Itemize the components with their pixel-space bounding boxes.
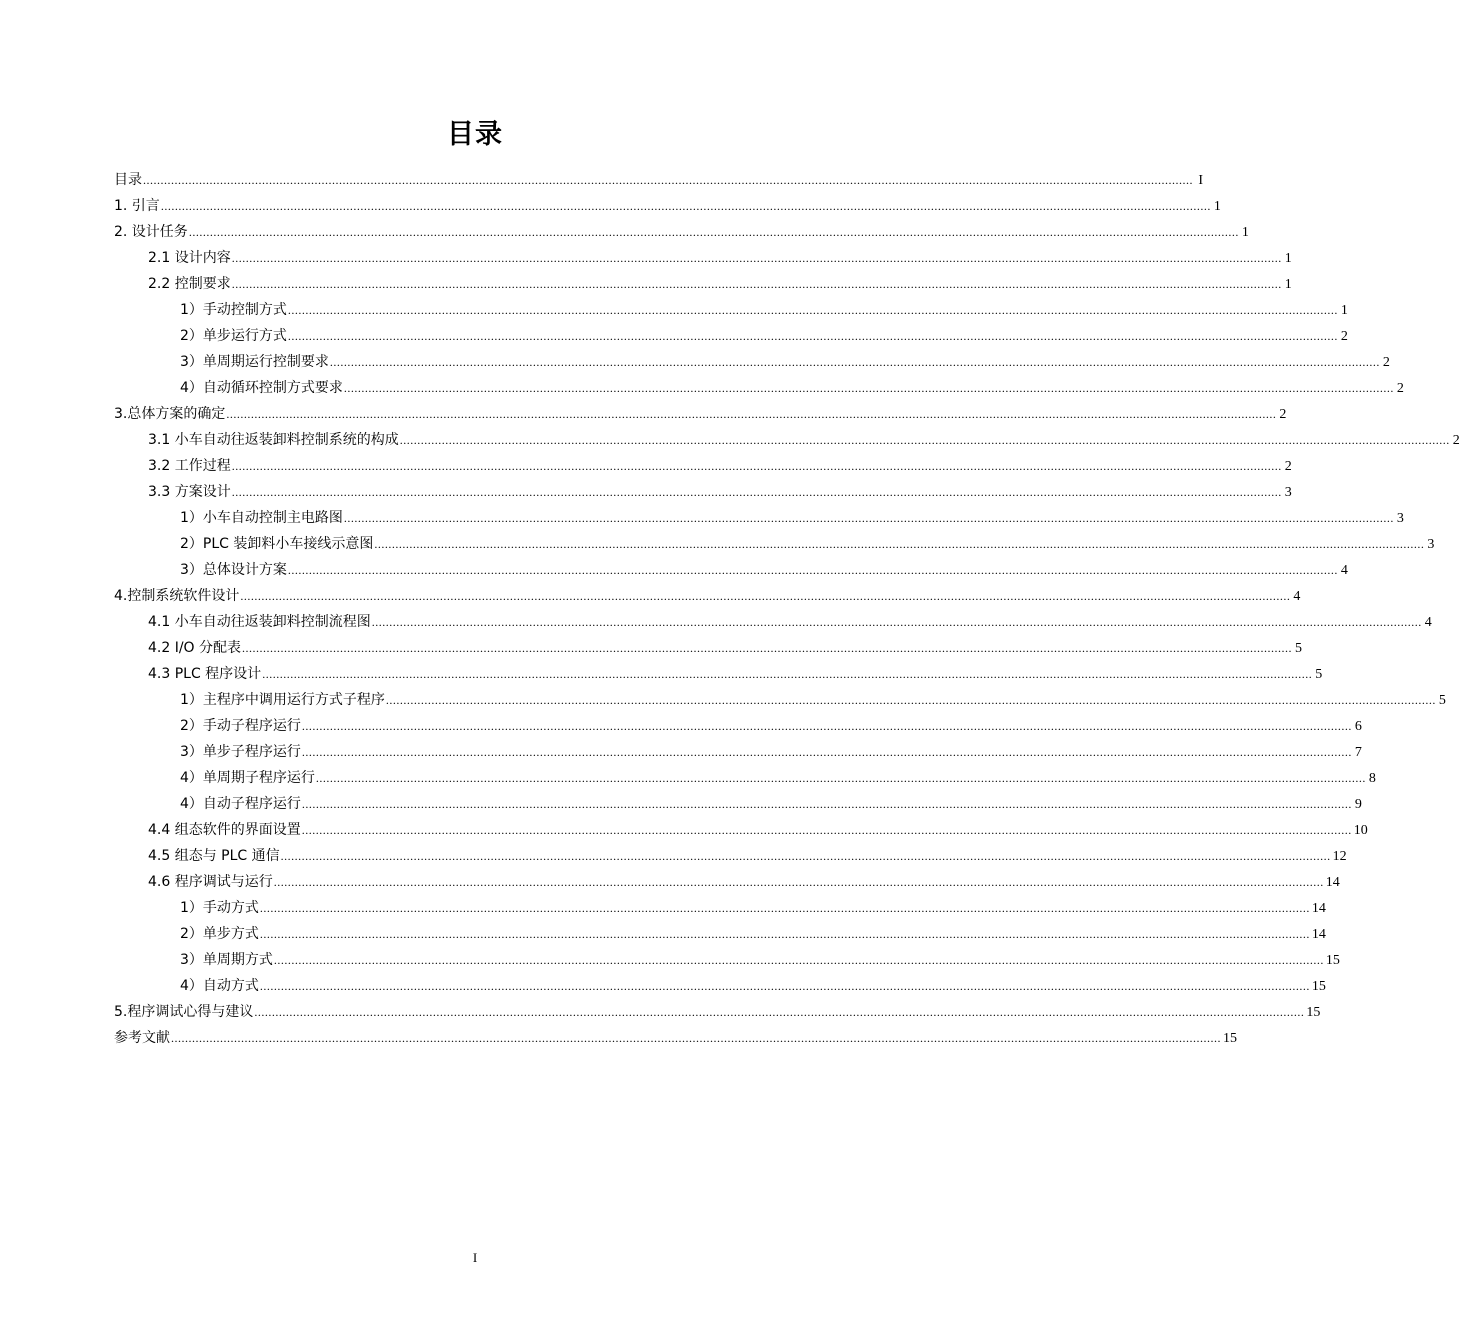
toc-dot-leader: ............................................................................................................................................................................................................................................................................................................ — [329, 355, 1380, 369]
toc-entry-label: 2. 设计任务 — [114, 224, 188, 240]
toc-entry[interactable] — [114, 1025, 1237, 1051]
toc-dot-leader: ............................................................................................................................................................................................................................................................................................................ — [287, 329, 1338, 343]
toc-entry-label: 2）单步方式 — [180, 926, 259, 942]
toc-entry[interactable] — [114, 791, 1362, 817]
toc-dot-leader: ............................................................................................................................................................................................................................................................................................................ — [226, 407, 1277, 421]
toc-entry[interactable] — [114, 687, 1446, 713]
toc-dot-leader: ............................................................................................................................................................................................................................................................................................................ — [273, 953, 1324, 967]
toc-dot-leader: ............................................................................................................................................................................................................................................................................................................ — [231, 277, 1282, 291]
toc-entry[interactable] — [114, 661, 1323, 687]
toc-entry[interactable] — [114, 271, 1292, 297]
toc-dot-leader: ............................................................................................................................................................................................................................................................................................................ — [259, 901, 1310, 915]
toc-entry-page: 15 — [1223, 1031, 1237, 1046]
toc-dot-leader: ............................................................................................................................................................................................................................................................................................................ — [301, 797, 1352, 811]
toc-dot-leader: ............................................................................................................................................................................................................................................................................................................ — [188, 225, 1239, 239]
toc-entry-label: 3.3 方案设计 — [148, 484, 231, 500]
toc-entry-label: 2.1 设计内容 — [148, 250, 231, 266]
toc-entry[interactable] — [114, 167, 1203, 193]
toc-entry-page: 4 — [1293, 589, 1301, 604]
toc-entry-label: 3）单周期运行控制要求 — [180, 354, 329, 370]
toc-entry[interactable] — [114, 817, 1368, 843]
toc-entry-label: 3）单步子程序运行 — [180, 744, 301, 760]
toc-entry-page: 15 — [1325, 953, 1340, 968]
toc-entry-page: 2 — [1382, 355, 1390, 370]
toc-entry-label: 2）PLC 装卸料小车接线示意图 — [180, 536, 374, 552]
toc-dot-leader: ............................................................................................................................................................................................................................................................................................................ — [343, 511, 1394, 525]
toc-entry[interactable] — [114, 609, 1432, 635]
toc-dot-leader: ............................................................................................................................................................................................................................................................................................................ — [143, 173, 1193, 187]
toc-entry[interactable] — [114, 895, 1326, 921]
toc-entry[interactable] — [114, 505, 1404, 531]
toc-entry[interactable] — [114, 427, 1460, 453]
toc-entry[interactable] — [114, 323, 1348, 349]
toc-entry-label: 4）单周期子程序运行 — [180, 770, 315, 786]
toc-entry-page: 2 — [1452, 433, 1460, 448]
toc-entry[interactable] — [114, 297, 1348, 323]
toc-entry-page: 10 — [1353, 823, 1368, 838]
toc-entry[interactable] — [114, 245, 1292, 271]
toc-entry[interactable] — [114, 219, 1249, 245]
toc-dot-leader: ............................................................................................................................................................................................................................................................................................................ — [231, 485, 1282, 499]
toc-entry-label: 2）单步运行方式 — [180, 328, 287, 344]
toc-entry[interactable] — [114, 479, 1292, 505]
toc-entry[interactable] — [114, 531, 1435, 557]
toc-entry-page: 2 — [1340, 329, 1348, 344]
toc-entry-page: 1 — [1241, 225, 1249, 240]
toc-entry-page: 5 — [1438, 693, 1446, 708]
toc-entry[interactable] — [114, 453, 1292, 479]
toc-dot-leader: ............................................................................................................................................................................................................................................................................................................ — [301, 719, 1352, 733]
toc-entry-label: 3）单周期方式 — [180, 952, 273, 968]
toc-entry-label: 4）自动循环控制方式要求 — [180, 380, 343, 396]
toc-dot-leader: ............................................................................................................................................................................................................................................................................................................ — [259, 927, 1310, 941]
toc-entry-page: 14 — [1311, 927, 1326, 942]
toc-entry-label: 3.1 小车自动往返装卸料控制系统的构成 — [148, 432, 399, 448]
toc-entry-label: 2.2 控制要求 — [148, 276, 231, 292]
toc-dot-leader: ............................................................................................................................................................................................................................................................................................................ — [301, 745, 1352, 759]
toc-dot-leader: ............................................................................................................................................................................................................................................................................................................ — [231, 459, 1282, 473]
toc-entry-label: 1）手动控制方式 — [180, 302, 287, 318]
toc-dot-leader: ............................................................................................................................................................................................................................................................................................................ — [301, 823, 1352, 837]
toc-entry[interactable] — [114, 921, 1326, 947]
toc-dot-leader: ............................................................................................................................................................................................................................................................................................................ — [259, 979, 1310, 993]
toc-entry-page: 9 — [1354, 797, 1362, 812]
toc-entry-page: 4 — [1340, 563, 1348, 578]
toc-entry-page: 5 — [1295, 641, 1303, 656]
toc-dot-leader: ............................................................................................................................................................................................................................................................................................................ — [374, 537, 1425, 551]
toc-dot-leader: ............................................................................................................................................................................................................................................................................................................ — [160, 199, 1211, 213]
toc-entry-page: 1 — [1284, 251, 1292, 266]
toc-entry[interactable] — [114, 999, 1321, 1025]
toc-entry-label: 目录 — [114, 172, 142, 188]
toc-entry-label: 4）自动子程序运行 — [180, 796, 301, 812]
toc-dot-leader: ............................................................................................................................................................................................................................................................................................................ — [287, 303, 1338, 317]
toc-entry-label: 3.总体方案的确定 — [114, 406, 226, 422]
toc-dot-leader: ............................................................................................................................................................................................................................................................................................................ — [242, 641, 1293, 655]
toc-entry[interactable] — [114, 557, 1348, 583]
toc-entry-page: 2 — [1396, 381, 1404, 396]
toc-dot-leader: ............................................................................................................................................................................................................................................................................................................ — [273, 875, 1324, 889]
toc-dot-leader: ............................................................................................................................................................................................................................................................................................................ — [171, 1031, 1221, 1045]
table-of-contents — [114, 167, 1460, 1051]
toc-entry-page: 5 — [1315, 667, 1323, 682]
toc-dot-leader: ............................................................................................................................................................................................................................................................................................................ — [231, 251, 1282, 265]
toc-dot-leader: ............................................................................................................................................................................................................................................................................................................ — [254, 1005, 1305, 1019]
toc-entry-label: 4.1 小车自动往返装卸料控制流程图 — [148, 614, 371, 630]
toc-entry-page: 1 — [1213, 199, 1221, 214]
toc-entry-label: 4）自动方式 — [180, 978, 259, 994]
toc-entry-page: 3 — [1427, 537, 1435, 552]
toc-dot-leader: ............................................................................................................................................................................................................................................................................................................ — [240, 589, 1291, 603]
page-number-footer: I — [472, 1250, 478, 1265]
toc-entry-label: 4.4 组态软件的界面设置 — [148, 822, 301, 838]
toc-entry-page: 15 — [1311, 979, 1326, 994]
toc-entry-page: 4 — [1424, 615, 1432, 630]
toc-entry[interactable] — [114, 635, 1303, 661]
toc-entry[interactable] — [114, 739, 1362, 765]
toc-entry-label: 2）手动子程序运行 — [180, 718, 301, 734]
toc-entry-page: 14 — [1311, 901, 1326, 916]
toc-dot-leader: ............................................................................................................................................................................................................................................................................................................ — [385, 693, 1436, 707]
page-title: 目录 — [447, 119, 503, 150]
toc-entry[interactable] — [114, 765, 1376, 791]
toc-entry-page: 7 — [1354, 745, 1362, 760]
toc-entry[interactable] — [114, 349, 1390, 375]
toc-entry-page: 8 — [1368, 771, 1376, 786]
toc-entry-label: 4.5 组态与 PLC 通信 — [148, 848, 280, 864]
toc-entry-label: 4.3 PLC 程序设计 — [148, 666, 262, 682]
toc-entry[interactable] — [114, 193, 1221, 219]
toc-entry-page: 12 — [1332, 849, 1347, 864]
toc-entry-label: 3.2 工作过程 — [148, 458, 231, 474]
toc-dot-leader: ............................................................................................................................................................................................................................................................................................................ — [315, 771, 1366, 785]
toc-dot-leader: ............................................................................................................................................................................................................................................................................................................ — [371, 615, 1422, 629]
toc-entry-page: 15 — [1306, 1005, 1321, 1020]
toc-entry-page: 14 — [1325, 875, 1340, 890]
toc-entry-page: 1 — [1340, 303, 1348, 318]
toc-entry-label: 1）手动方式 — [180, 900, 259, 916]
toc-entry-page: 2 — [1284, 459, 1292, 474]
toc-dot-leader: ............................................................................................................................................................................................................................................................................................................ — [399, 433, 1450, 447]
toc-entry-page: 1 — [1284, 277, 1292, 292]
toc-entry-page: 3 — [1284, 485, 1292, 500]
toc-entry-label: 4.2 I/O 分配表 — [148, 640, 242, 656]
toc-entry-page: I — [1198, 173, 1203, 188]
toc-entry-page: 3 — [1396, 511, 1404, 526]
toc-entry-label: 1. 引言 — [114, 198, 160, 214]
toc-entry-page: 6 — [1354, 719, 1362, 734]
toc-dot-leader: ............................................................................................................................................................................................................................................................................................................ — [262, 667, 1313, 681]
toc-entry[interactable] — [114, 869, 1340, 895]
toc-dot-leader: ............................................................................................................................................................................................................................................................................................................ — [287, 563, 1338, 577]
toc-entry[interactable] — [114, 947, 1340, 973]
toc-entry[interactable] — [114, 401, 1287, 427]
toc-entry-label: 参考文献 — [114, 1030, 170, 1046]
toc-entry[interactable] — [114, 973, 1326, 999]
toc-entry-label: 1）主程序中调用运行方式子程序 — [180, 692, 385, 708]
toc-entry-label: 4.控制系统软件设计 — [114, 588, 240, 604]
toc-entry[interactable] — [114, 843, 1347, 869]
toc-entry-label: 1）小车自动控制主电路图 — [180, 510, 343, 526]
toc-dot-leader: ............................................................................................................................................................................................................................................................................................................ — [343, 381, 1394, 395]
toc-entry[interactable] — [114, 583, 1301, 609]
toc-entry-label: 4.6 程序调试与运行 — [148, 874, 273, 890]
toc-entry[interactable] — [114, 375, 1404, 401]
toc-dot-leader: ............................................................................................................................................................................................................................................................................................................ — [280, 849, 1331, 863]
toc-entry-page: 2 — [1279, 407, 1287, 422]
toc-entry[interactable] — [114, 713, 1362, 739]
toc-entry-label: 3）总体设计方案 — [180, 562, 287, 578]
toc-entry-label: 5.程序调试心得与建议 — [114, 1004, 254, 1020]
